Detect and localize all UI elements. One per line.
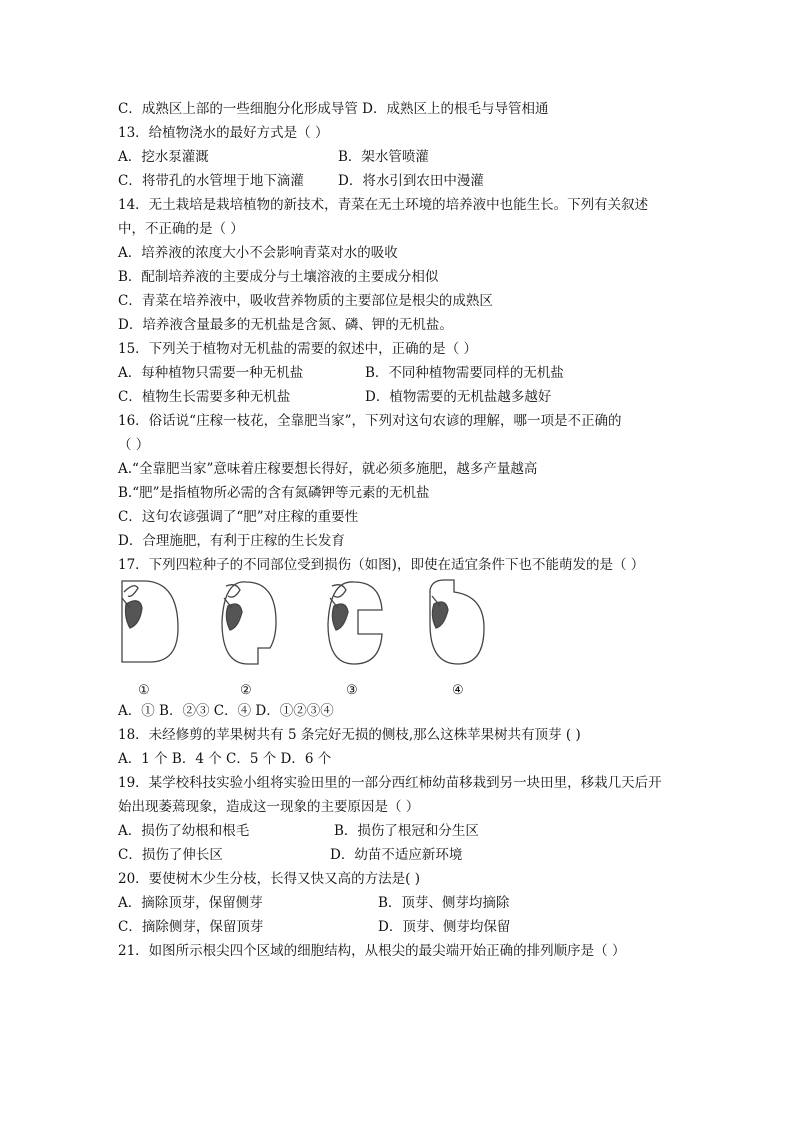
q18-options: A．1 个 B．4 个 C．5 个 D．6 个 — [118, 751, 332, 767]
q20-option-d: D．顶芽、侧芽均保留 — [378, 919, 511, 935]
q15-option-a: A．每种植物只需要一种无机盐 — [118, 365, 304, 381]
question-18: 18．未经修剪的苹果树共有 5 条完好无损的侧枝,那么这株苹果树共有顶芽 ( ) — [118, 727, 581, 743]
q12-option-c-d: C．成熟区上部的一些细胞分化形成导管 D．成熟区上的根毛与导管相通 — [118, 101, 549, 117]
question-17: 17．下列四粒种子的不同部位受到损伤（如图)，即使在适宜条件下也不能萌发的是（ ） — [118, 557, 645, 573]
q16-option-b: B.“肥”是指植物所必需的含有氮磷钾等元素的无机盐 — [118, 485, 430, 501]
question-13: 13．给植物浇水的最好方式是（ ） — [118, 125, 329, 141]
q13-option-b: B．架水管喷灌 — [338, 149, 429, 165]
seed-1-drawing — [122, 581, 178, 662]
q15-option-c: C．植物生长需要多种无机盐 — [118, 389, 291, 405]
seed-label-4: ④ — [452, 683, 464, 698]
q14-option-a: A．培养液的浓度大小不会影响青菜对水的吸收 — [118, 245, 398, 261]
seed-label-1: ① — [138, 683, 150, 698]
q13-option-c: C．将带孔的水管埋于地下滴灌 — [118, 173, 304, 189]
q19-option-b: B．损伤了根冠和分生区 — [334, 823, 479, 839]
question-16-line1: 16．俗话说“庄稼一枝花，全靠肥当家”，下列对这句农谚的理解，哪一项是不正确的 — [118, 413, 622, 429]
q16-option-c: C．这句农谚强调了“肥”对庄稼的重要性 — [118, 509, 359, 525]
q15-option-b: B．不同种植物需要同样的无机盐 — [365, 365, 564, 381]
q14-option-d: D．培养液含量最多的无机盐是含氮、磷、钾的无机盐。 — [118, 317, 453, 333]
q19-option-d: D．幼苗不适应新环境 — [330, 847, 463, 863]
q20-option-c: C．摘除侧芽，保留顶芽 — [118, 919, 264, 935]
question-14-line2: 中，不正确的是（ ） — [118, 221, 244, 237]
seed-label-2: ② — [240, 683, 252, 698]
seed-4-drawing — [430, 580, 484, 664]
question-19-line2: 始出现萎蔫现象，造成这一现象的主要原因是（ ） — [118, 799, 420, 815]
q13-option-a: A．挖水泵灌溉 — [118, 149, 209, 165]
q19-option-c: C．损伤了伸长区 — [118, 847, 223, 863]
q20-option-a: A．摘除顶芽，保留侧芽 — [118, 895, 263, 911]
q20-option-b: B．顶芽、侧芽均摘除 — [378, 895, 510, 911]
q14-option-b: B．配制培养液的主要成分与土壤溶液的主要成分相似 — [118, 269, 439, 285]
seed-2-drawing — [222, 582, 276, 664]
q13-option-d: D．将水引到农田中漫灌 — [338, 173, 484, 189]
seed-label-3: ③ — [346, 683, 358, 698]
q16-option-a: A.“全靠肥当家”意味着庄稼要想长得好，就必须多施肥，越多产量越高 — [118, 461, 538, 477]
question-19-line1: 19．某学校科技实验小组将实验田里的一部分西红柿幼苗移栽到另一块田里，移栽几天后开 — [118, 775, 662, 791]
question-20: 20．要使树木少生分枝，长得又快又高的方法是( ) — [118, 871, 421, 887]
seed-3-drawing — [328, 582, 382, 664]
q14-option-c: C．青菜在培养液中，吸收营养物质的主要部位是根尖的成熟区 — [118, 293, 493, 309]
seed-figure — [118, 578, 518, 702]
question-15: 15．下列关于植物对无机盐的需要的叙述中，正确的是（ ） — [118, 341, 477, 357]
question-16-line2: （ ） — [118, 437, 150, 453]
question-14-line1: 14．无土栽培是栽培植物的新技术，青菜在无土环境的培养液中也能生长。下列有关叙述 — [118, 197, 649, 213]
q16-option-d: D．合理施肥，有利于庄稼的生长发育 — [118, 533, 345, 549]
q17-options: A．① B．②③ C．④ D．①②③④ — [118, 703, 334, 719]
question-21: 21．如图所示根尖四个区域的细胞结构，从根尖的最尖端开始正确的排列顺序是（ ） — [118, 943, 626, 959]
q15-option-d: D．植物需要的无机盐越多越好 — [365, 389, 552, 405]
q19-option-a: A．损伤了幼根和根毛 — [118, 823, 250, 839]
